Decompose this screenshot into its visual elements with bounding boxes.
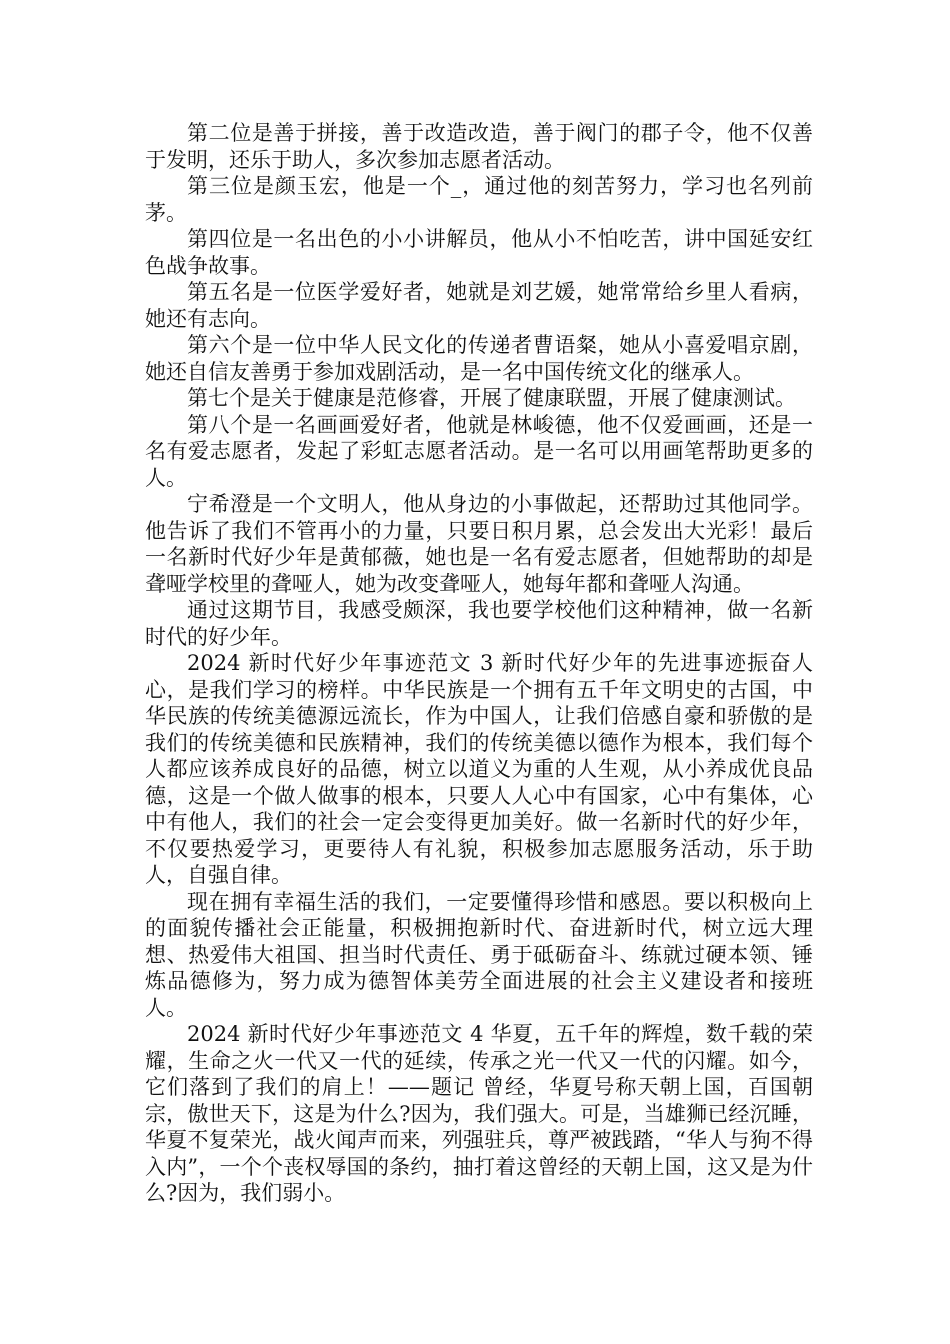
paragraph: 第三位是颜玉宏，他是一个_，通过他的刻苦努力，学习也名列前茅。 — [145, 174, 813, 225]
paragraph: 第二位是善于拼接，善于改造改造，善于阀门的郡子令，他不仅善于发明，还乐于助人，多次参加志愿者活动。 — [145, 121, 813, 172]
paragraph: 第八个是一名画画爱好者，他就是林峻德，他不仅爱画画，还是一名有爱志愿者，发起了彩虹志愿者活动。是一名可以用画笔帮助更多的人。 — [145, 412, 813, 490]
paragraph: 2024 新时代好少年事迹范文 3 新时代好少年的先进事迹振奋人心，是我们学习的榜样。中华民族是一个拥有五千年文明史的古国，中华民族的传统美德源远流长，作为中国人，让我们倍感自豪和骄傲的是我们的传统美德和民族精神，我们的传统美德以德作为根本，我们每个人都应该养成良好的品德，树立以道义为重的人生观，从小养成优良品德，这是一个做人做事的根本，只要人人心中有国家，心中有集体，心中有他人，我们的社会一定会变得更加美好。做一名新时代的好少年，不仅要热爱学习，更要待人有礼貌，积极参加志愿服务活动，乐于助人，自强自律。 — [145, 651, 813, 887]
paragraph: 现在拥有幸福生活的我们，一定要懂得珍惜和感恩。要以积极向上的面貌传播社会正能量，积极拥抱新时代、奋进新时代，树立远大理想、热爱伟大祖国、担当时代责任、勇于砥砺奋斗、练就过硬本领、锤炼品德修为，努力成为德智体美劳全面进展的社会主义建设者和接班人。 — [145, 889, 813, 1020]
document-body — [145, 120, 813, 1207]
paragraph: 第六个是一位中华人民文化的传递者曹语粲，她从小喜爱唱京剧，她还自信友善勇于参加戏剧活动，是一名中国传统文化的继承人。 — [145, 333, 813, 384]
paragraph: 第七个是关于健康是范修睿，开展了健康联盟，开展了健康测试。 — [187, 386, 796, 410]
paragraph: 通过这期节目，我感受颇深，我也要学校他们这种精神，做一名新时代的好少年。 — [145, 598, 813, 649]
paragraph: 宁希澄是一个文明人，他从身边的小事做起，还帮助过其他同学。他告诉了我们不管再小的力量，只要日积月累，总会发出大光彩！最后一名新时代好少年是黄郁薇，她也是一名有爱志愿者，但她帮助的却是聋哑学校里的聋哑人，她为改变聋哑人，她每年都和聋哑人沟通。 — [145, 492, 813, 596]
paragraph: 第四位是一名出色的小小讲解员，他从小不怕吃苦，讲中国延安红色战争故事。 — [145, 227, 813, 278]
paragraph: 第五名是一位医学爱好者，她就是刘艺媛，她常常给乡里人看病，她还有志向。 — [145, 280, 813, 331]
paragraph: 2024 新时代好少年事迹范文 4 华夏，五千年的辉煌，数千载的荣耀，生命之火一代又一代的延续，传承之光一代又一代的闪耀。如今，它们落到了我们的肩上！——题记 曾经，华夏号称天朝上国，百国朝宗，傲世天下，这是为什么?因为，我们强大。可是，当雄狮已经沉睡，华夏不复荣光，战火闻声而来，列强驻兵，尊严被践踏，“华人与狗不得入内”，一个个丧权辱国的条约，抽打着这曾经的天朝上国，这又是为什么?因为，我们弱小。 — [145, 1022, 813, 1205]
